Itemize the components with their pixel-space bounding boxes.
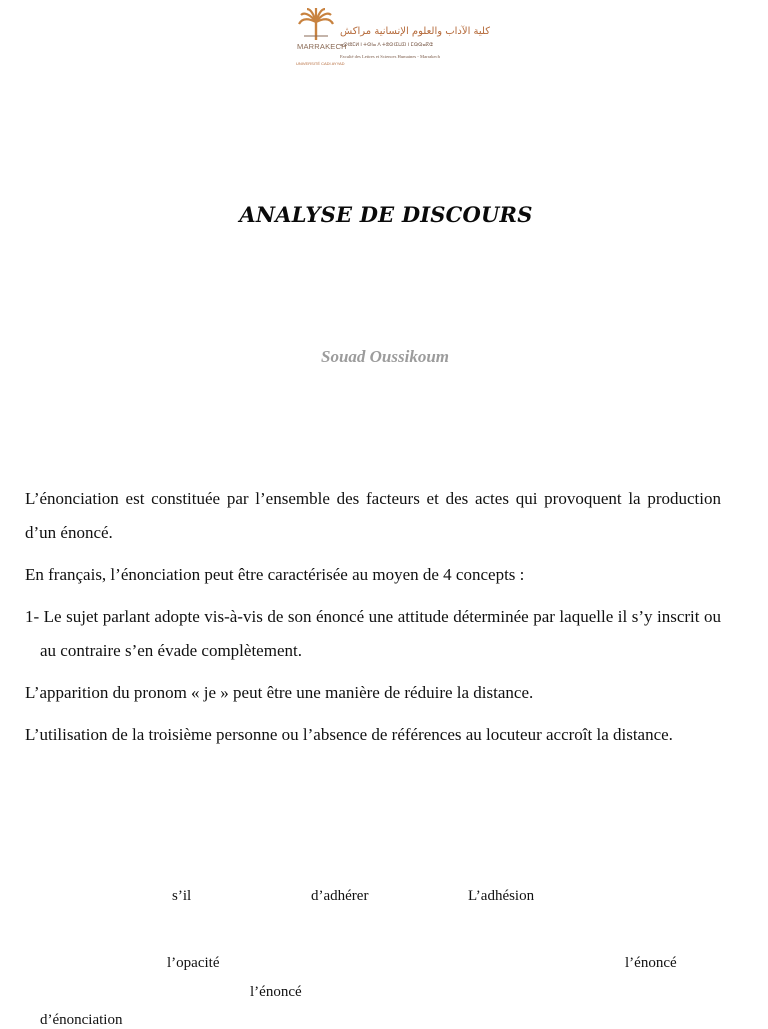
document-body	[25, 482, 721, 760]
faculty-logo	[296, 8, 490, 72]
document-title: ANALYSE DE DISCOURS	[239, 202, 533, 227]
logo-arabic-text: كلية الآداب والعلوم الإنسانية مراكش	[340, 26, 490, 37]
logo-university-text: UNIVERSITÉ CADI AYYAD	[296, 61, 345, 66]
logo-tifinagh-text: ⴰⵙⵏⵓⵎⵍ ⵏ ⵜⵙⵏⴰ ⴷ ⵜⵓⵙⵏⵉⵡⵉⵏ ⵏ ⵎⵕⵕⴰⴽⵛ	[340, 43, 433, 48]
fragment-ladhesion: L’adhésion	[468, 888, 535, 904]
fragment-dadherer: d’adhérer	[311, 888, 369, 904]
palm-emblem-icon	[296, 8, 336, 42]
author-name: Souad Oussikoum	[320, 347, 450, 366]
fragment-lopacite: l’opacité	[167, 955, 220, 971]
fragment-lenonce-mid: l’énoncé	[250, 984, 302, 1000]
logo-french-text: Faculté des Lettres et Sciences Humaines - Marrakech	[340, 54, 440, 59]
paragraph: En français, l’énonciation peut être caractérisée au moyen de 4 concepts :	[25, 565, 525, 584]
fragment-denonciation: d’énonciation	[40, 1012, 123, 1028]
paragraph: L’apparition du pronom « je » peut être une manière de réduire la distance.	[25, 683, 534, 702]
logo-city-text: MARRAKECH	[297, 42, 347, 51]
fragment-sil: s’il	[172, 888, 192, 904]
paragraph: L’utilisation de la troisième personne ou l’absence de références au locuteur accroît la distance.	[25, 725, 673, 744]
paragraph: 1- Le sujet parlant adopte vis-à-vis de son énoncé une attitude déterminée par laquelle il s’y inscrit ou au contraire s’en évade complètement.	[25, 607, 721, 660]
fragment-lenonce-right: l’énoncé	[625, 955, 677, 971]
paragraph: L’énonciation est constituée par l’ensemble des facteurs et des actes qui provoquent la production d’un énoncé.	[25, 489, 721, 542]
